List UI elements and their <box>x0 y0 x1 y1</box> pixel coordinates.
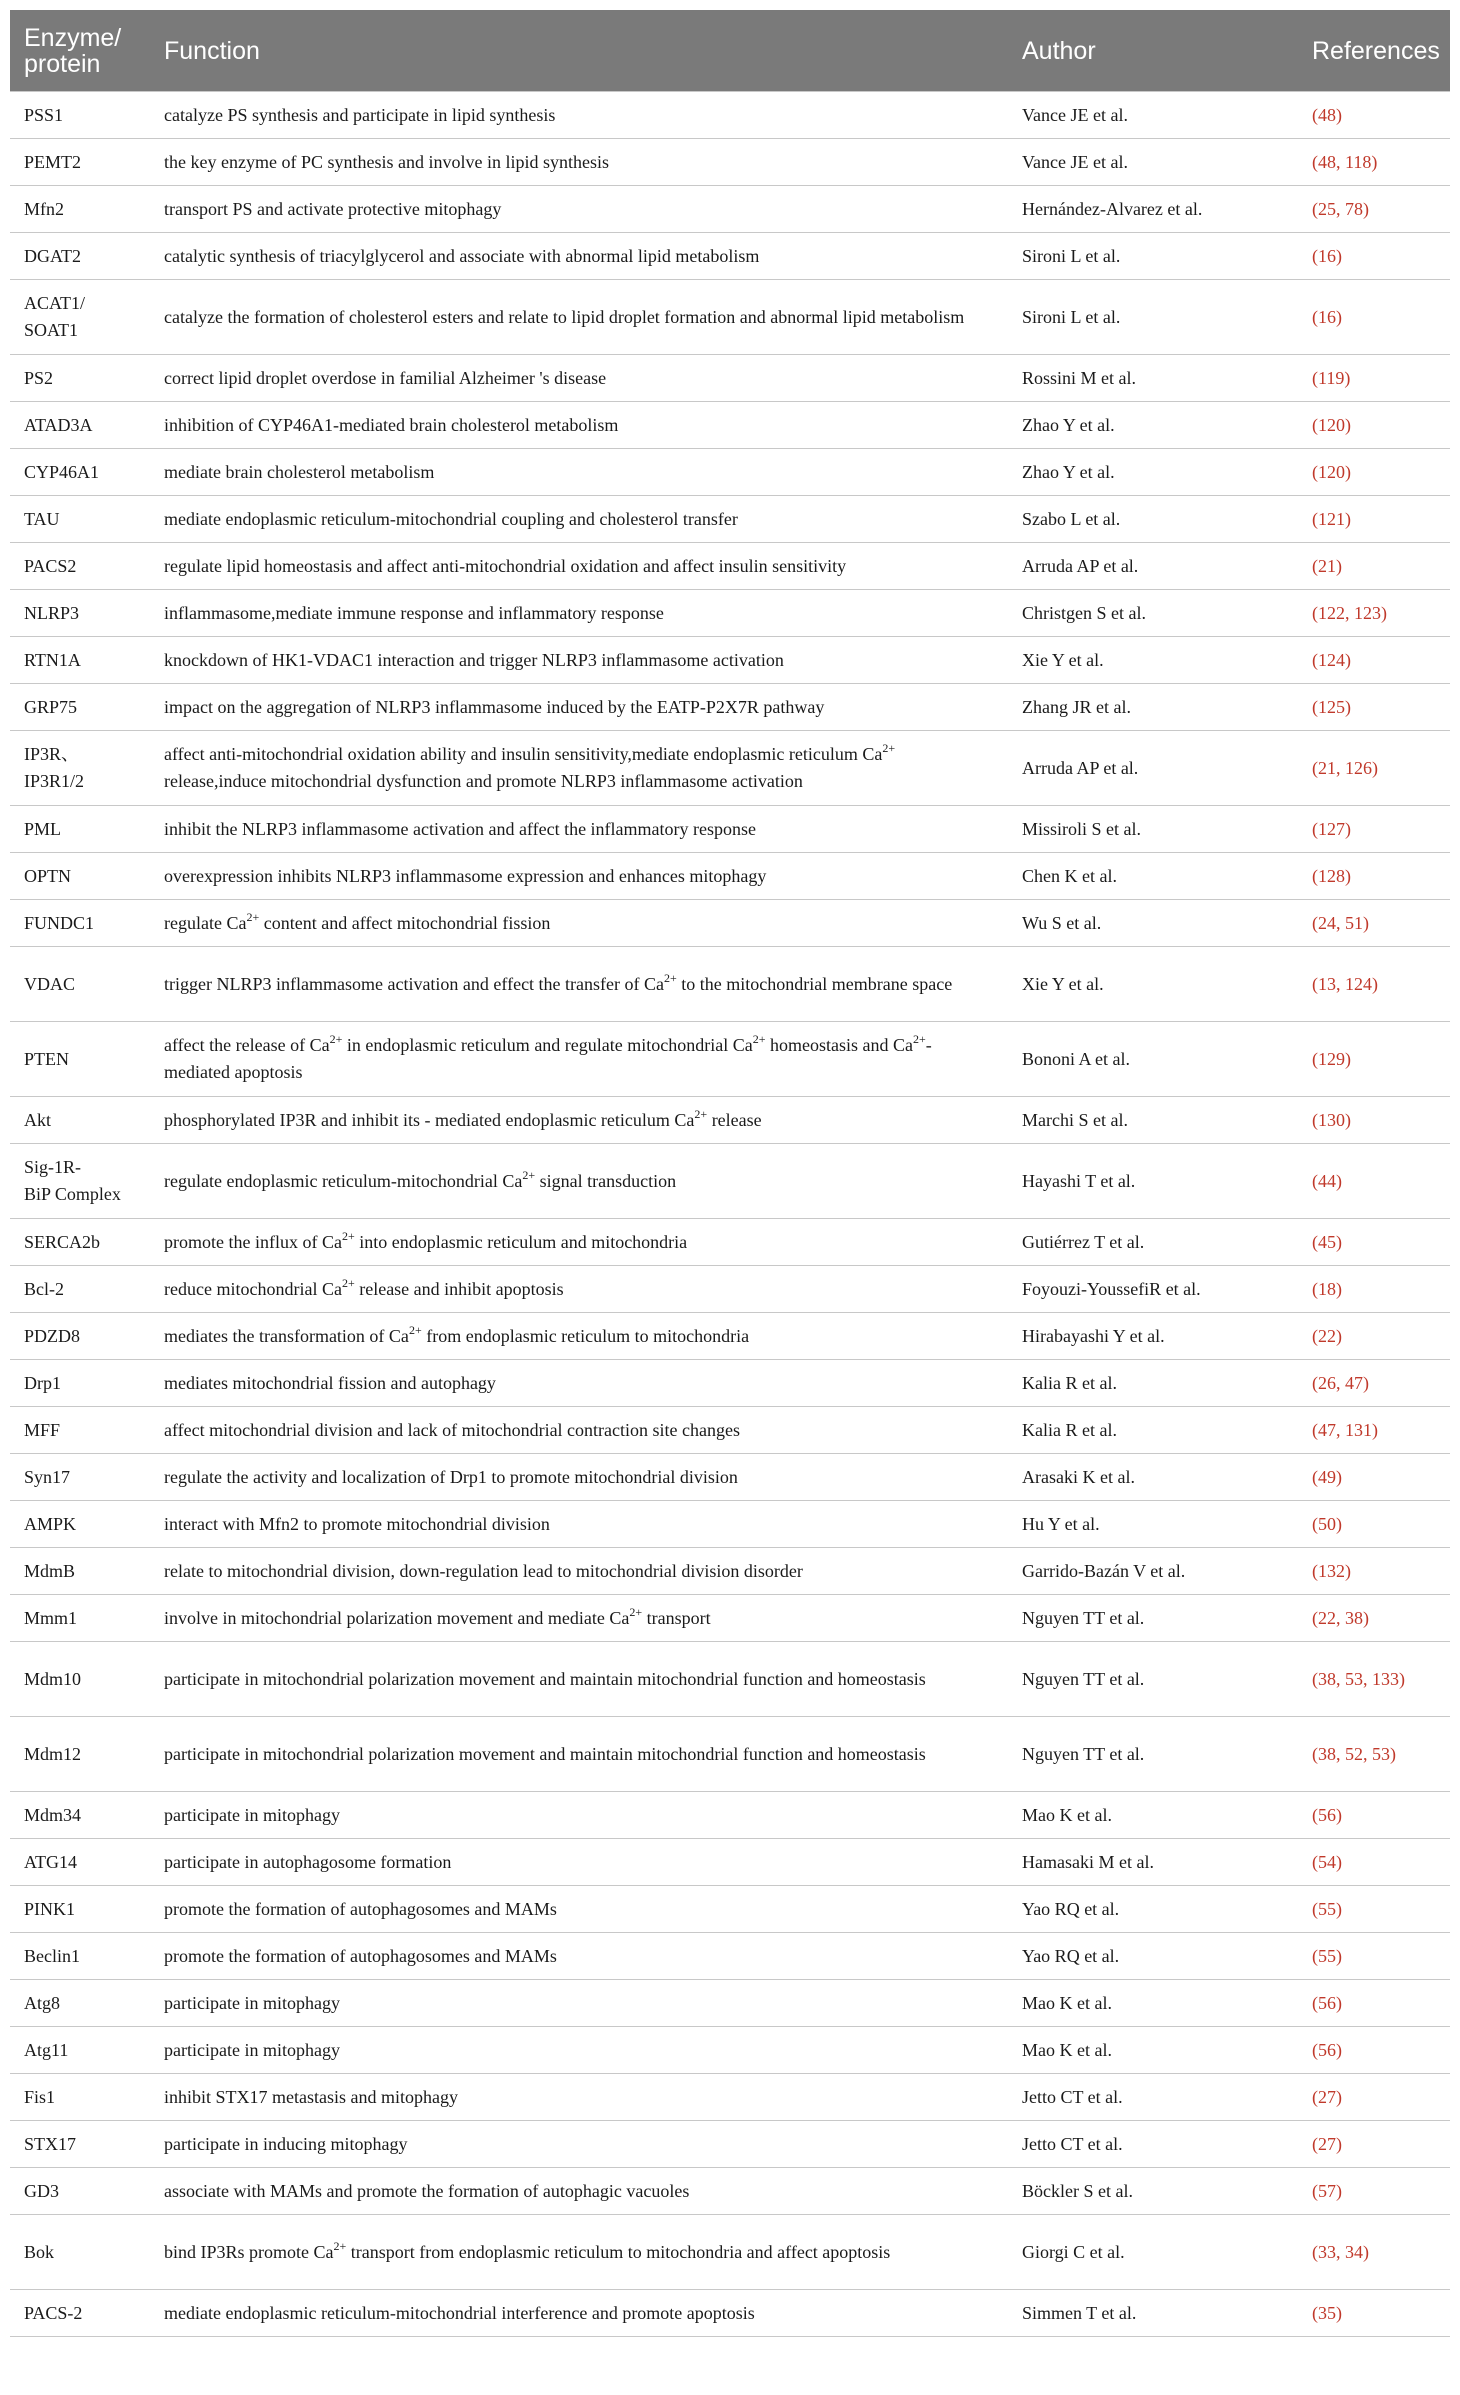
enzyme-cell: FUNDC1 <box>10 900 150 947</box>
function-cell: participate in inducing mitophagy <box>150 2121 1008 2168</box>
table-row <box>10 2215 1450 2290</box>
function-cell: mediate brain cholesterol metabolism <box>150 449 1008 496</box>
reference-link[interactable]: 125 <box>1318 696 1345 717</box>
header-function: Function <box>150 10 1008 92</box>
table-row <box>10 684 1450 731</box>
function-cell: inhibit the NLRP3 inflammasome activation and affect the inflammatory response <box>150 806 1008 853</box>
author-cell: Mao K et al. <box>1008 1980 1298 2027</box>
table-row <box>10 1407 1450 1454</box>
table-row <box>10 1548 1450 1595</box>
reference-link[interactable]: 78 <box>1345 198 1363 219</box>
reference-link[interactable]: 48 <box>1318 151 1336 172</box>
enzyme-cell: Bcl-2 <box>10 1266 150 1313</box>
function-cell: the key enzyme of PC synthesis and involve in lipid synthesis <box>150 139 1008 186</box>
function-cell: affect mitochondrial division and lack of mitochondrial contraction site changes <box>150 1407 1008 1454</box>
reference-link[interactable]: 35 <box>1318 2302 1336 2323</box>
references-cell: (24, 51) <box>1298 900 1450 947</box>
references-cell: (57) <box>1298 2168 1450 2215</box>
enzyme-cell: ATG14 <box>10 1839 150 1886</box>
enzyme-cell: Akt <box>10 1097 150 1144</box>
author-cell: Bononi A et al. <box>1008 1022 1298 1097</box>
author-cell: Kalia R et al. <box>1008 1360 1298 1407</box>
enzyme-cell: GRP75 <box>10 684 150 731</box>
references-cell: (47, 131) <box>1298 1407 1450 1454</box>
author-cell: Hu Y et al. <box>1008 1501 1298 1548</box>
table-row <box>10 2027 1450 2074</box>
references-cell: (122, 123) <box>1298 590 1450 637</box>
author-cell: Rossini M et al. <box>1008 355 1298 402</box>
author-cell: Hamasaki M et al. <box>1008 1839 1298 1886</box>
reference-link[interactable]: 120 <box>1318 414 1345 435</box>
references-cell: (55) <box>1298 1933 1450 1980</box>
table-row <box>10 1097 1450 1144</box>
enzyme-cell: Mdm34 <box>10 1792 150 1839</box>
function-cell: transport PS and activate protective mitophagy <box>150 186 1008 233</box>
enzyme-cell: Sig-1R- BiP Complex <box>10 1144 150 1219</box>
function-cell: mediates mitochondrial fission and autophagy <box>150 1360 1008 1407</box>
reference-link[interactable]: 124 <box>1318 649 1345 670</box>
table-row <box>10 1792 1450 1839</box>
references-cell: (119) <box>1298 355 1450 402</box>
enzyme-cell: PS2 <box>10 355 150 402</box>
reference-link[interactable]: 22 <box>1318 1607 1336 1628</box>
enzyme-cell: MdmB <box>10 1548 150 1595</box>
enzyme-cell: PACS-2 <box>10 2290 150 2337</box>
reference-link[interactable]: 57 <box>1318 2180 1336 2201</box>
table-row <box>10 1501 1450 1548</box>
table-row <box>10 2074 1450 2121</box>
references-cell: (18) <box>1298 1266 1450 1313</box>
table-row <box>10 543 1450 590</box>
enzyme-cell: Atg8 <box>10 1980 150 2027</box>
table-row <box>10 139 1450 186</box>
author-cell: Simmen T et al. <box>1008 2290 1298 2337</box>
author-cell: Arruda AP et al. <box>1008 731 1298 806</box>
author-cell: Marchi S et al. <box>1008 1097 1298 1144</box>
function-cell: mediate endoplasmic reticulum-mitochondrial coupling and cholesterol transfer <box>150 496 1008 543</box>
enzyme-cell: PTEN <box>10 1022 150 1097</box>
enzyme-cell: TAU <box>10 496 150 543</box>
author-cell: Chen K et al. <box>1008 853 1298 900</box>
references-cell: (38, 53, 133) <box>1298 1642 1450 1717</box>
function-cell: affect the release of $Ca^{2+}$ in endoplasmic reticulum and regulate mitochondrial $Ca^{2+}$ homeostasis and $Ca^{2+}$-mediated apoptosis <box>150 1022 1008 1097</box>
table-row <box>10 947 1450 1022</box>
reference-link[interactable]: 56 <box>1318 2039 1336 2060</box>
enzyme-cell: PACS2 <box>10 543 150 590</box>
header-enzyme: Enzyme/ protein <box>10 10 150 92</box>
table-row <box>10 2121 1450 2168</box>
reference-link[interactable]: 133 <box>1372 1668 1399 1689</box>
reference-link[interactable]: 47 <box>1345 1372 1363 1393</box>
function-cell: phosphorylated IP3R and inhibit its - mediated endoplasmic reticulum $Ca^{2+}$ release <box>150 1097 1008 1144</box>
reference-link[interactable]: 52 <box>1345 1743 1363 1764</box>
reference-link[interactable]: 56 <box>1318 1804 1336 1825</box>
references-cell: (33, 34) <box>1298 2215 1450 2290</box>
references-cell: (13, 124) <box>1298 947 1450 1022</box>
function-cell: mediate endoplasmic reticulum-mitochondrial interference and promote apoptosis <box>150 2290 1008 2337</box>
enzyme-cell: Fis1 <box>10 2074 150 2121</box>
enzyme-cell: MFF <box>10 1407 150 1454</box>
reference-link[interactable]: 131 <box>1345 1419 1372 1440</box>
function-cell: correct lipid droplet overdose in familial Alzheimer 's disease <box>150 355 1008 402</box>
function-cell: participate in autophagosome formation <box>150 1839 1008 1886</box>
enzyme-cell: PEMT2 <box>10 139 150 186</box>
references-cell: (124) <box>1298 637 1450 684</box>
function-cell: catalyze the formation of cholesterol esters and relate to lipid droplet formation and abnormal lipid metabolism <box>150 280 1008 355</box>
references-cell: (21) <box>1298 543 1450 590</box>
table-row <box>10 2168 1450 2215</box>
author-cell: Nguyen TT et al. <box>1008 1717 1298 1792</box>
reference-link[interactable]: 51 <box>1345 912 1363 933</box>
reference-link[interactable]: 55 <box>1318 1945 1336 1966</box>
reference-link[interactable]: 129 <box>1318 1048 1345 1069</box>
reference-link[interactable]: 120 <box>1318 461 1345 482</box>
reference-link[interactable]: 121 <box>1318 508 1345 529</box>
function-cell: inflammasome,mediate immune response and inflammatory response <box>150 590 1008 637</box>
function-cell: reduce mitochondrial $Ca^{2+}$ release and inhibit apoptosis <box>150 1266 1008 1313</box>
enzyme-cell: Atg11 <box>10 2027 150 2074</box>
enzyme-cell: RTN1A <box>10 637 150 684</box>
author-cell: Zhao Y et al. <box>1008 449 1298 496</box>
enzyme-protein-table <box>10 10 1450 2337</box>
function-cell: participate in mitophagy <box>150 1980 1008 2027</box>
references-cell: (22) <box>1298 1313 1450 1360</box>
function-cell: interact with Mfn2 to promote mitochondrial division <box>150 1501 1008 1548</box>
references-cell: (56) <box>1298 2027 1450 2074</box>
enzyme-cell: ATAD3A <box>10 402 150 449</box>
reference-link[interactable]: 45 <box>1318 1231 1336 1252</box>
table-body <box>10 92 1450 2337</box>
references-cell: (21, 126) <box>1298 731 1450 806</box>
enzyme-cell: SERCA2b <box>10 1219 150 1266</box>
table-row <box>10 496 1450 543</box>
function-cell: participate in mitochondrial polarization movement and maintain mitochondrial function and homeostasis <box>150 1717 1008 1792</box>
reference-link[interactable]: 127 <box>1318 818 1345 839</box>
author-cell: Sironi L et al. <box>1008 233 1298 280</box>
function-cell: bind IP3Rs promote $Ca^{2+}$ transport from endoplasmic reticulum to mitochondria and affect apoptosis <box>150 2215 1008 2290</box>
function-cell: impact on the aggregation of NLRP3 inflammasome induced by the EATP-P2X7R pathway <box>150 684 1008 731</box>
reference-link[interactable]: 16 <box>1318 306 1336 327</box>
reference-link[interactable]: 56 <box>1318 1992 1336 2013</box>
enzyme-cell: Drp1 <box>10 1360 150 1407</box>
enzyme-cell: PINK1 <box>10 1886 150 1933</box>
references-cell: (48) <box>1298 92 1450 139</box>
table-row <box>10 186 1450 233</box>
function-cell: promote the formation of autophagosomes and MAMs <box>150 1886 1008 1933</box>
function-cell: regulate endoplasmic reticulum-mitochondrial $Ca^{2+}$ signal transduction <box>150 1144 1008 1219</box>
reference-link[interactable]: 55 <box>1318 1898 1336 1919</box>
enzyme-cell: GD3 <box>10 2168 150 2215</box>
reference-link[interactable]: 126 <box>1345 757 1372 778</box>
references-cell: (127) <box>1298 806 1450 853</box>
reference-link[interactable]: 21 <box>1318 757 1336 778</box>
enzyme-cell: Beclin1 <box>10 1933 150 1980</box>
references-cell: (25, 78) <box>1298 186 1450 233</box>
enzyme-cell: OPTN <box>10 853 150 900</box>
function-cell: catalyze PS synthesis and participate in lipid synthesis <box>150 92 1008 139</box>
author-cell: Gutiérrez T et al. <box>1008 1219 1298 1266</box>
references-cell: (120) <box>1298 449 1450 496</box>
table-row <box>10 1022 1450 1097</box>
author-cell: Mao K et al. <box>1008 2027 1298 2074</box>
reference-link[interactable]: 47 <box>1318 1419 1336 1440</box>
enzyme-cell: Mfn2 <box>10 186 150 233</box>
table-row <box>10 2290 1450 2337</box>
function-cell: promote the influx of $Ca^{2+}$ into endoplasmic reticulum and mitochondria <box>150 1219 1008 1266</box>
table-row <box>10 637 1450 684</box>
references-cell: (56) <box>1298 1792 1450 1839</box>
author-cell: Sironi L et al. <box>1008 280 1298 355</box>
references-cell: (120) <box>1298 402 1450 449</box>
author-cell: Szabo L et al. <box>1008 496 1298 543</box>
references-cell: (22, 38) <box>1298 1595 1450 1642</box>
author-cell: Yao RQ et al. <box>1008 1933 1298 1980</box>
table-row <box>10 355 1450 402</box>
reference-link[interactable]: 33 <box>1318 2241 1336 2262</box>
table-row <box>10 1717 1450 1792</box>
table-row <box>10 731 1450 806</box>
reference-link[interactable]: 27 <box>1318 2086 1336 2107</box>
table-row <box>10 1642 1450 1717</box>
enzyme-cell: CYP46A1 <box>10 449 150 496</box>
table-row <box>10 1219 1450 1266</box>
references-cell: (48, 118) <box>1298 139 1450 186</box>
references-cell: (50) <box>1298 1501 1450 1548</box>
reference-link[interactable]: 34 <box>1345 2241 1363 2262</box>
reference-link[interactable]: 26 <box>1318 1372 1336 1393</box>
function-cell: affect anti-mitochondrial oxidation ability and insulin sensitivity,mediate endoplasmic reticulum $Ca^{2+}$ release,induce mitochondrial dysfunction and promote NLRP3 inflammasome activation <box>150 731 1008 806</box>
reference-link[interactable]: 118 <box>1345 151 1372 172</box>
reference-link[interactable]: 53 <box>1372 1743 1390 1764</box>
function-cell: regulate lipid homeostasis and affect anti-mitochondrial oxidation and affect insulin sensitivity <box>150 543 1008 590</box>
enzyme-cell: Mdm10 <box>10 1642 150 1717</box>
author-cell: Kalia R et al. <box>1008 1407 1298 1454</box>
function-cell: participate in mitophagy <box>150 1792 1008 1839</box>
author-cell: Vance JE et al. <box>1008 139 1298 186</box>
reference-link[interactable]: 22 <box>1318 1325 1336 1346</box>
function-cell: relate to mitochondrial division, down-regulation lead to mitochondrial division disorder <box>150 1548 1008 1595</box>
references-cell: (49) <box>1298 1454 1450 1501</box>
author-cell: Giorgi C et al. <box>1008 2215 1298 2290</box>
references-cell: (54) <box>1298 1839 1450 1886</box>
reference-link[interactable]: 21 <box>1318 555 1336 576</box>
function-cell: inhibit STX17 metastasis and mitophagy <box>150 2074 1008 2121</box>
author-cell: Missiroli S et al. <box>1008 806 1298 853</box>
enzyme-cell: PML <box>10 806 150 853</box>
reference-link[interactable]: 49 <box>1318 1466 1336 1487</box>
reference-link[interactable]: 122 <box>1318 602 1345 623</box>
author-cell: Zhao Y et al. <box>1008 402 1298 449</box>
table-row <box>10 1886 1450 1933</box>
references-cell: (125) <box>1298 684 1450 731</box>
author-cell: Hayashi T et al. <box>1008 1144 1298 1219</box>
author-cell: Xie Y et al. <box>1008 947 1298 1022</box>
author-cell: Mao K et al. <box>1008 1792 1298 1839</box>
author-cell: Jetto CT et al. <box>1008 2121 1298 2168</box>
enzyme-cell: STX17 <box>10 2121 150 2168</box>
reference-link[interactable]: 38 <box>1345 1607 1363 1628</box>
enzyme-cell: DGAT2 <box>10 233 150 280</box>
author-cell: Garrido-Bazán V et al. <box>1008 1548 1298 1595</box>
enzyme-cell: Mmm1 <box>10 1595 150 1642</box>
author-cell: Hirabayashi Y et al. <box>1008 1313 1298 1360</box>
table-row <box>10 853 1450 900</box>
references-cell: (35) <box>1298 2290 1450 2337</box>
enzyme-cell: ACAT1/ SOAT1 <box>10 280 150 355</box>
references-cell: (38, 52, 53) <box>1298 1717 1450 1792</box>
table-row <box>10 1266 1450 1313</box>
table-row <box>10 590 1450 637</box>
table-row <box>10 92 1450 139</box>
table-row <box>10 1595 1450 1642</box>
enzyme-cell: PSS1 <box>10 92 150 139</box>
author-cell: Vance JE et al. <box>1008 92 1298 139</box>
references-cell: (56) <box>1298 1980 1450 2027</box>
reference-link[interactable]: 44 <box>1318 1170 1336 1191</box>
table-row <box>10 1360 1450 1407</box>
references-cell: (45) <box>1298 1219 1450 1266</box>
function-cell: promote the formation of autophagosomes and MAMs <box>150 1933 1008 1980</box>
reference-link[interactable]: 53 <box>1345 1668 1363 1689</box>
enzyme-cell: NLRP3 <box>10 590 150 637</box>
author-cell: Hernández-Alvarez et al. <box>1008 186 1298 233</box>
function-cell: regulate $Ca^{2+}$ content and affect mitochondrial fission <box>150 900 1008 947</box>
enzyme-cell: IP3R、 IP3R1/2 <box>10 731 150 806</box>
table-row <box>10 280 1450 355</box>
references-cell: (27) <box>1298 2074 1450 2121</box>
author-cell: Arruda AP et al. <box>1008 543 1298 590</box>
reference-link[interactable]: 128 <box>1318 865 1345 886</box>
author-cell: Foyouzi-YoussefiR et al. <box>1008 1266 1298 1313</box>
function-cell: participate in mitophagy <box>150 2027 1008 2074</box>
references-cell: (130) <box>1298 1097 1450 1144</box>
reference-link[interactable]: 48 <box>1318 104 1336 125</box>
table-row <box>10 233 1450 280</box>
function-cell: associate with MAMs and promote the formation of autophagic vacuoles <box>150 2168 1008 2215</box>
references-cell: (128) <box>1298 853 1450 900</box>
function-cell: trigger NLRP3 inflammasome activation and effect the transfer of $Ca^{2+}$ to the mitochondrial membrane space <box>150 947 1008 1022</box>
reference-link[interactable]: 27 <box>1318 2133 1336 2154</box>
reference-link[interactable]: 38 <box>1318 1668 1336 1689</box>
enzyme-cell: Syn17 <box>10 1454 150 1501</box>
header-author: Author <box>1008 10 1298 92</box>
references-cell: (16) <box>1298 280 1450 355</box>
reference-link[interactable]: 130 <box>1318 1109 1345 1130</box>
function-cell: knockdown of HK1-VDAC1 interaction and trigger NLRP3 inflammasome activation <box>150 637 1008 684</box>
author-cell: Yao RQ et al. <box>1008 1886 1298 1933</box>
references-cell: (26, 47) <box>1298 1360 1450 1407</box>
function-cell: regulate the activity and localization of Drp1 to promote mitochondrial division <box>150 1454 1008 1501</box>
author-cell: Christgen S et al. <box>1008 590 1298 637</box>
reference-link[interactable]: 124 <box>1345 973 1372 994</box>
enzyme-cell: VDAC <box>10 947 150 1022</box>
reference-link[interactable]: 119 <box>1318 367 1345 388</box>
table-row <box>10 900 1450 947</box>
function-cell: mediates the transformation of $Ca^{2+}$ from endoplasmic reticulum to mitochondria <box>150 1313 1008 1360</box>
table-row <box>10 1454 1450 1501</box>
enzyme-cell: Bok <box>10 2215 150 2290</box>
enzyme-cell: Mdm12 <box>10 1717 150 1792</box>
function-cell: catalytic synthesis of triacylglycerol and associate with abnormal lipid metabolism <box>150 233 1008 280</box>
table-header-row <box>10 10 1450 92</box>
reference-link[interactable]: 38 <box>1318 1743 1336 1764</box>
reference-link[interactable]: 50 <box>1318 1513 1336 1534</box>
header-references: References <box>1298 10 1450 92</box>
function-cell: overexpression inhibits NLRP3 inflammasome expression and enhances mitophagy <box>150 853 1008 900</box>
table-row <box>10 1144 1450 1219</box>
enzyme-cell: PDZD8 <box>10 1313 150 1360</box>
author-cell: Jetto CT et al. <box>1008 2074 1298 2121</box>
author-cell: Nguyen TT et al. <box>1008 1642 1298 1717</box>
reference-link[interactable]: 25 <box>1318 198 1336 219</box>
enzyme-protein-table-container <box>10 10 1450 2337</box>
table-row <box>10 1313 1450 1360</box>
author-cell: Xie Y et al. <box>1008 637 1298 684</box>
author-cell: Nguyen TT et al. <box>1008 1595 1298 1642</box>
function-cell: inhibition of CYP46A1-mediated brain cholesterol metabolism <box>150 402 1008 449</box>
author-cell: Böckler S et al. <box>1008 2168 1298 2215</box>
function-cell: participate in mitochondrial polarization movement and maintain mitochondrial function and homeostasis <box>150 1642 1008 1717</box>
table-row <box>10 806 1450 853</box>
table-row <box>10 1933 1450 1980</box>
reference-link[interactable]: 123 <box>1354 602 1381 623</box>
reference-link[interactable]: 13 <box>1318 973 1336 994</box>
reference-link[interactable]: 132 <box>1318 1560 1345 1581</box>
table-row <box>10 1839 1450 1886</box>
reference-link[interactable]: 16 <box>1318 245 1336 266</box>
table-row <box>10 449 1450 496</box>
references-cell: (27) <box>1298 2121 1450 2168</box>
references-cell: (44) <box>1298 1144 1450 1219</box>
reference-link[interactable]: 54 <box>1318 1851 1336 1872</box>
author-cell: Zhang JR et al. <box>1008 684 1298 731</box>
references-cell: (121) <box>1298 496 1450 543</box>
author-cell: Wu S et al. <box>1008 900 1298 947</box>
table-row <box>10 402 1450 449</box>
enzyme-cell: AMPK <box>10 1501 150 1548</box>
references-cell: (129) <box>1298 1022 1450 1097</box>
references-cell: (55) <box>1298 1886 1450 1933</box>
function-cell: involve in mitochondrial polarization movement and mediate $Ca^{2+}$ transport <box>150 1595 1008 1642</box>
table-row <box>10 1980 1450 2027</box>
reference-link[interactable]: 18 <box>1318 1278 1336 1299</box>
reference-link[interactable]: 24 <box>1318 912 1336 933</box>
author-cell: Arasaki K et al. <box>1008 1454 1298 1501</box>
references-cell: (132) <box>1298 1548 1450 1595</box>
references-cell: (16) <box>1298 233 1450 280</box>
